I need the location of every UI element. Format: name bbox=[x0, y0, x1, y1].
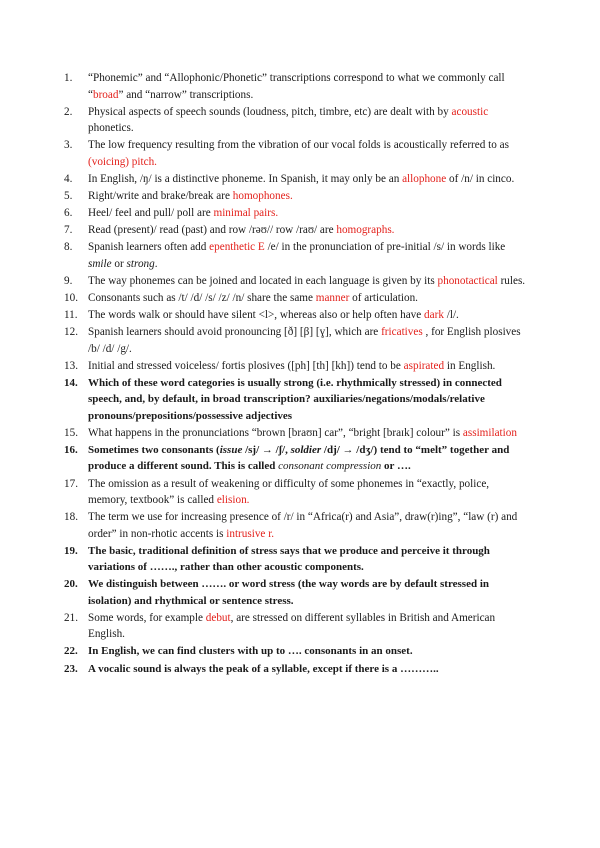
question-text: Initial and stressed voiceless/ fortis plosives ([ph] [th] [kh]) tend to be bbox=[88, 359, 404, 372]
question-item bbox=[64, 543, 528, 576]
answer-text: elision. bbox=[216, 494, 250, 506]
question-text: phonetics. bbox=[88, 122, 134, 135]
question-text: Some words, for example bbox=[88, 611, 206, 624]
question-text: A vocalic sound is always the peak of a syllable, except if there is a ……….. bbox=[88, 662, 439, 675]
question-number: 8. bbox=[64, 241, 73, 254]
question-text: Which of these word categories is usually strong (i.e. rhythmically stressed) in connected speech, and, by default, in broad transcription? auxiliaries/negations/modals/relative pronouns/prepositions/possessive adjectives bbox=[88, 376, 502, 422]
question-item bbox=[64, 188, 528, 205]
question-text: Physical aspects of speech sounds (loudness, pitch, timbre, etc) are dealt with by bbox=[88, 105, 452, 118]
question-number: 16. bbox=[64, 443, 78, 456]
question-number: 14. bbox=[64, 376, 78, 389]
question-number: 2. bbox=[64, 105, 73, 118]
question-item bbox=[64, 171, 528, 188]
question-item bbox=[64, 576, 528, 609]
question-text: What happens in the pronunciations “brown [braʊn] car”, “bright [braɪk] colour” is bbox=[88, 426, 463, 439]
question-number: 15. bbox=[64, 426, 78, 439]
answer-text: intrusive r. bbox=[226, 527, 275, 540]
question-text: In English, we can find clusters with up to …. consonants in an onset. bbox=[88, 645, 413, 658]
question-item bbox=[64, 307, 528, 324]
answer-text: (voicing) pitch. bbox=[88, 155, 157, 168]
question-text: or bbox=[111, 257, 127, 270]
answer-text: manner bbox=[315, 291, 350, 304]
question-number: 10. bbox=[64, 291, 78, 304]
question-item bbox=[64, 358, 528, 375]
question-text: rules. bbox=[497, 274, 526, 287]
question-number: 12. bbox=[64, 326, 78, 339]
answer-text: acoustic bbox=[451, 105, 489, 118]
answer-text: epenthetic E bbox=[209, 241, 265, 254]
answer-text: assimilation bbox=[462, 426, 517, 439]
question-item bbox=[64, 239, 528, 272]
answer-text: fricatives bbox=[381, 326, 423, 339]
answer-text: phonotactical bbox=[437, 274, 498, 287]
answer-text: minimal pairs. bbox=[213, 206, 279, 219]
question-text: or …. bbox=[381, 460, 411, 473]
question-text: “Phonemic” and “Allophonic/Phonetic” transcriptions correspond to what we commonly call “ bbox=[88, 72, 505, 101]
question-item bbox=[64, 324, 528, 357]
question-number: 7. bbox=[64, 224, 73, 237]
question-number: 3. bbox=[64, 139, 73, 152]
question-number: 4. bbox=[64, 172, 73, 185]
question-text: /dj/ → /dʒ/) tend to “melt” together and produce a different sound. This is called bbox=[88, 443, 510, 473]
answer-text: homophones. bbox=[232, 189, 293, 202]
example-word: soldier bbox=[290, 443, 322, 456]
question-item bbox=[64, 222, 528, 239]
question-text: Sometimes two consonants ( bbox=[88, 443, 220, 456]
question-number: 13. bbox=[64, 359, 78, 372]
question-text: /sj/ → /ʃ/, bbox=[242, 443, 291, 456]
question-text: The way phonemes can be joined and located in each language is given by its bbox=[88, 274, 438, 287]
example-word: smile bbox=[88, 257, 112, 270]
question-number: 19. bbox=[64, 544, 78, 557]
question-text: , for English plosives /b/ /d/ /g/. bbox=[88, 326, 521, 355]
question-number: 1. bbox=[64, 72, 73, 84]
question-item bbox=[64, 205, 528, 222]
question-text: Heel/ feel and pull/ poll are bbox=[88, 206, 214, 219]
question-text: of articulation. bbox=[349, 291, 418, 304]
answer-text: homographs. bbox=[336, 224, 395, 237]
question-text: of /n/ in cinco. bbox=[446, 172, 515, 185]
question-list bbox=[64, 70, 528, 678]
question-item bbox=[64, 509, 528, 542]
answer-text: dark bbox=[424, 308, 444, 321]
question-number: 21. bbox=[64, 611, 78, 624]
question-item bbox=[64, 273, 528, 290]
answer-text: broad bbox=[92, 88, 119, 101]
question-text: , are stressed on different syllables in British and American English. bbox=[88, 611, 496, 641]
question-text: Right/write and brake/break are bbox=[88, 189, 233, 202]
question-number: 11. bbox=[64, 308, 78, 321]
question-number: 5. bbox=[64, 189, 73, 202]
question-text: Consonants such as /t/ /d/ /s/ /z/ /n/ share the same bbox=[88, 291, 316, 304]
example-word: strong bbox=[126, 257, 155, 270]
question-text: Read (present)/ read (past) and row /rəʊ// row /raʊ/ are bbox=[88, 224, 337, 237]
question-text: . bbox=[154, 257, 158, 270]
question-number: 9. bbox=[64, 274, 73, 287]
question-item bbox=[64, 104, 528, 137]
question-number: 20. bbox=[64, 578, 78, 591]
question-item bbox=[64, 425, 528, 442]
question-text: The words walk or should have silent <l>, whereas also or help often have bbox=[88, 308, 425, 321]
question-text: Spanish learners should avoid pronouncing [ð] [β] [ɣ], which are bbox=[88, 326, 382, 339]
question-item bbox=[64, 290, 528, 307]
question-text: The term we use for increasing presence of /r/ in “Africa(r) and Asia”, draw(r)ing”, “law (r) and order” in non-rhotic accents is bbox=[88, 511, 518, 540]
question-text: The omission as a result of weakening or difficulty of some phonemes in “exactly, police, memory, textbook” is called bbox=[88, 477, 490, 506]
question-number: 17. bbox=[64, 477, 78, 490]
question-number: 18. bbox=[64, 511, 78, 524]
answer-text: aspirated bbox=[403, 359, 445, 372]
question-text: /e/ in the pronunciation of pre-initial /s/ in words like bbox=[264, 241, 506, 254]
answer-text: debut bbox=[205, 611, 231, 624]
question-number: 6. bbox=[64, 206, 73, 219]
question-item bbox=[64, 476, 528, 509]
question-text: ” and “narrow” transcriptions. bbox=[118, 88, 254, 101]
question-text: The low frequency resulting from the vibration of our vocal folds is acoustically referred to as bbox=[88, 139, 509, 152]
question-text: We distinguish between ……. or word stress (the way words are by default stressed in isolation) and rhythmical or sentence stress. bbox=[88, 578, 490, 607]
question-number: 22. bbox=[64, 645, 78, 658]
question-item bbox=[64, 643, 528, 660]
question-item bbox=[64, 375, 528, 425]
term-text: consonant compression bbox=[278, 460, 382, 473]
question-text: Spanish learners often add bbox=[88, 241, 210, 254]
example-word: issue bbox=[219, 443, 243, 456]
question-item bbox=[64, 137, 528, 170]
question-text: The basic, traditional definition of stress says that we produce and perceive it through variations of ……., rather than other acoustic components. bbox=[88, 544, 490, 574]
question-item bbox=[64, 70, 528, 103]
question-text: In English, /ŋ/ is a distinctive phoneme. In Spanish, it may only be an bbox=[88, 172, 403, 185]
question-item bbox=[64, 442, 528, 475]
question-text: in English. bbox=[444, 359, 496, 372]
question-item bbox=[64, 610, 528, 643]
question-number: 23. bbox=[64, 662, 78, 675]
question-item bbox=[64, 661, 528, 678]
answer-text: allophone bbox=[402, 172, 447, 185]
question-text: /l/. bbox=[443, 308, 459, 321]
